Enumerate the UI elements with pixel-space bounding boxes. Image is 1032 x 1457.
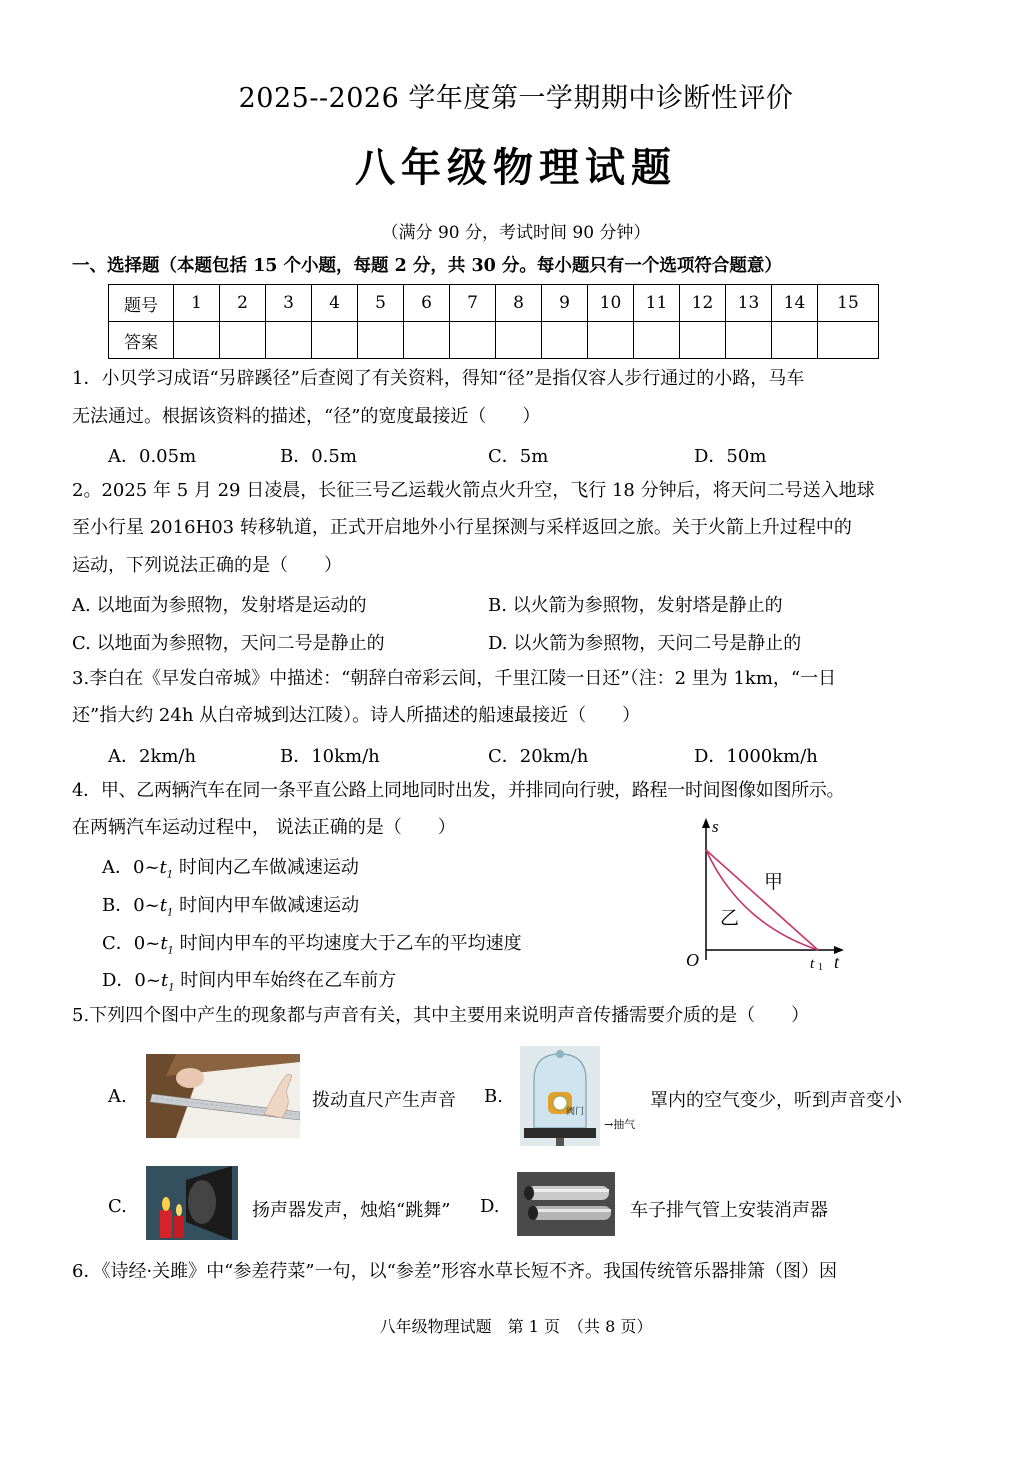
q5-option-b-text: 罩内的空气变少，听到声音变小: [650, 1090, 902, 1111]
table-number-cell: 1: [174, 285, 220, 322]
q2-line1: 2。2025 年 5 月 29 日凌晨，长征三号乙运载火箭点火升空，飞行 18 分钟后，将天问二号送入地球: [72, 480, 875, 501]
table-number-cell: 10: [588, 285, 634, 322]
answer-cell[interactable]: [358, 322, 404, 359]
table-number-cell: 11: [634, 285, 680, 322]
q4-line1: 4．甲、乙两辆汽车在同一条平直公路上同地同时出发，并排同向行驶，路程一时间图像如图所示。: [72, 780, 845, 801]
table-number-cell: 3: [266, 285, 312, 322]
q4-option-a: A．$0\sim t_1$ 时间内乙车做减速运动: [102, 857, 359, 881]
q3-option-d: D．1000km/h: [694, 746, 818, 767]
table-number-cell: 7: [450, 285, 496, 322]
table-number-cell: 15: [818, 285, 879, 322]
q1-option-d: D．50m: [694, 446, 767, 467]
q3-line2: 还”指大约 24h 从白帝城到达江陵）。诗人所描述的船速最接近（ ）: [72, 705, 641, 726]
t1-subscript: 1: [818, 962, 823, 973]
origin-label: O: [686, 950, 699, 970]
table-number-cell: 8: [496, 285, 542, 322]
answer-cell[interactable]: [174, 322, 220, 359]
answer-cell[interactable]: [726, 322, 772, 359]
exam-title: 2025--2026 学年度第一学期期中诊断性评价: [238, 83, 794, 114]
t1-label: t: [810, 956, 815, 972]
answer-cell[interactable]: [220, 322, 266, 359]
speaker-candle-image: [146, 1166, 238, 1240]
q2-option-c: C. 以地面为参照物，天问二号是静止的: [72, 633, 385, 654]
q2-option-d: D. 以火箭为参照物，天问二号是静止的: [488, 633, 802, 654]
answer-table: [108, 284, 879, 359]
table-number-cell: 5: [358, 285, 404, 322]
answer-table-answer-row: [109, 322, 879, 359]
table-number-cell: 13: [726, 285, 772, 322]
answer-cell[interactable]: [266, 322, 312, 359]
answer-cell[interactable]: [496, 322, 542, 359]
q5-line1: 5.下列四个图中产生的现象都与声音有关，其中主要用来说明声音传播需要介质的是（ ）: [72, 1005, 810, 1026]
table-number-cell: 9: [542, 285, 588, 322]
table-number-cell: 2: [220, 285, 266, 322]
q5-option-a-letter: A.: [108, 1086, 127, 1107]
q2-line3: 运动，下列说法正确的是（ ）: [72, 555, 342, 576]
q1-option-c: C．5m: [488, 446, 549, 467]
table-number-cell: 6: [404, 285, 450, 322]
x-axis-label: t: [834, 952, 840, 972]
st-graph: [676, 812, 856, 976]
table-number-cell: 12: [680, 285, 726, 322]
q5-option-d-text: 车子排气管上安装消声器: [630, 1200, 828, 1221]
bell-jar-image: [520, 1046, 600, 1146]
q6-line1: 6．《诗经·关雎》中“参差荇菜”一句，以“参差”形容水草长短不齐。我国传统管乐器排箫（图）因: [72, 1261, 837, 1282]
answer-cell[interactable]: [312, 322, 358, 359]
table-number-cell: 4: [312, 285, 358, 322]
pump-label: →抽气: [604, 1118, 636, 1131]
section-heading: 一、选择题（本题包括 15 个小题，每题 2 分，共 30 分。每小题只有一个选项符合题意）: [72, 256, 782, 276]
y-axis-label: s: [712, 817, 719, 836]
answer-cell[interactable]: [588, 322, 634, 359]
paper-title: 八年级物理试题: [355, 144, 677, 191]
table-label-number: 题号: [109, 285, 174, 322]
q2-option-b: B. 以火箭为参照物，发射塔是静止的: [488, 595, 783, 616]
table-number-cell: 14: [772, 285, 818, 322]
answer-cell[interactable]: [680, 322, 726, 359]
y-axis-arrow: [702, 818, 710, 828]
answer-cell[interactable]: [404, 322, 450, 359]
answer-cell[interactable]: [542, 322, 588, 359]
q3-option-a: A．2km/h: [108, 746, 197, 767]
q4-option-b: B．$0\sim t_1$ 时间内甲车做减速运动: [102, 895, 360, 919]
table-label-answer: 答案: [109, 322, 174, 359]
q3-line1: 3.李白在《早发白帝城》中描述：“朝辞白帝彩云间，千里江陵一日还”（注：2 里为 1km，“一日: [72, 668, 837, 689]
label-yi: 乙: [720, 907, 740, 929]
q3-option-b: B．10km/h: [280, 746, 380, 767]
q4-option-c: C．$0\sim t_1$ 时间内甲车的平均速度大于乙车的平均速度: [102, 933, 522, 957]
answer-cell[interactable]: [634, 322, 680, 359]
q1-option-a: A．0.05m: [108, 446, 197, 467]
answer-cell[interactable]: [772, 322, 818, 359]
line-yi: [706, 850, 818, 950]
q1-line1: 1．小贝学习成语“另辟蹊径”后查阅了有关资料，得知“径”是指仅容人步行通过的小路，马车: [72, 368, 805, 389]
q5-option-d-letter: D.: [480, 1196, 500, 1217]
exam-info: （满分 90 分，考试时间 90 分钟）: [381, 223, 651, 243]
q5-option-b-letter: B.: [484, 1086, 503, 1107]
ruler-table-image: [146, 1054, 300, 1138]
valve-label: 阀门: [566, 1107, 585, 1117]
q5-option-c-text: 扬声器发声，烛焰“跳舞”: [252, 1200, 451, 1221]
answer-cell[interactable]: [450, 322, 496, 359]
q4-line2: 在两辆汽车运动过程中， 说法正确的是（ ）: [72, 817, 456, 838]
q2-line2: 至小行星 2016H03 转移轨道，正式开启地外小行星探测与采样返回之旅。关于火箭上升过程中的: [72, 517, 852, 538]
page-footer: 八年级物理试题 第 1 页 （共 8 页）: [379, 1317, 653, 1336]
exhaust-pipe-image: [517, 1172, 615, 1236]
answer-cell[interactable]: [818, 322, 879, 359]
q1-option-b: B．0.5m: [280, 446, 357, 467]
q4-option-d: D．$0\sim t_1$ 时间内甲车始终在乙车前方: [102, 970, 397, 994]
q2-option-a: A. 以地面为参照物，发射塔是运动的: [72, 595, 367, 616]
q3-option-c: C．20km/h: [488, 746, 589, 767]
q5-option-a-text: 拨动直尺产生声音: [312, 1090, 456, 1111]
label-jia: 甲: [764, 871, 784, 893]
q5-option-c-letter: C.: [108, 1196, 127, 1217]
answer-table-number-row: [109, 285, 879, 322]
q1-line2: 无法通过。根据该资料的描述，“径”的宽度最接近（ ）: [72, 406, 541, 427]
